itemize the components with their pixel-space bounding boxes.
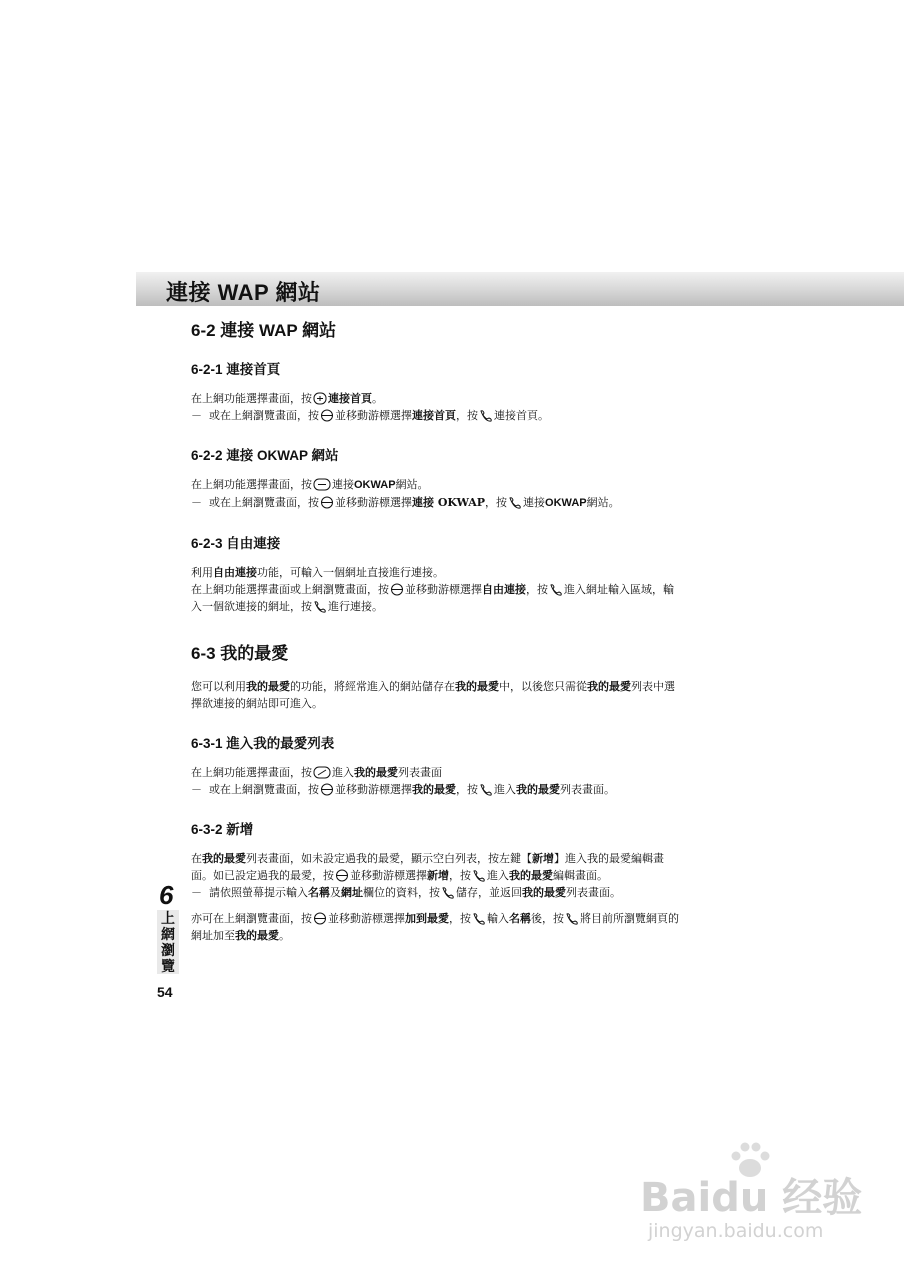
section-6-3-intro: [191, 678, 715, 712]
section-6-2-3-heading: 6-2-3 自由連接: [191, 536, 281, 551]
paragraph: 您可以利用我的最愛的功能，將經常進入的網站儲存在我的最愛中，以後您只需從我的最愛列表中選 擇欲連接的網站即可進入。: [191, 680, 675, 710]
chapter-number: 6: [159, 880, 174, 910]
section-6-3-1-heading: 6-3-1 進入我的最愛列表: [191, 736, 335, 751]
section-6-3-2-heading: 6-3-2 新增: [191, 822, 254, 837]
chapter-title: 連接 WAP 網站: [166, 280, 321, 305]
paragraph: 利用自由連接功能，可輸入一個網址直接進行連接。: [191, 566, 444, 579]
call-key-icon: [508, 496, 522, 509]
paragraph: 亦可在上網瀏覽畫面，按 並移動游標選擇加到最愛，按 輸入名稱後，按 將目前所瀏覽網頁的 網址加至我的最愛。: [191, 912, 679, 942]
watermark: [640, 1140, 870, 1250]
page-number: 54: [157, 984, 173, 1000]
call-key-icon: [479, 783, 493, 796]
section-6-2-3-body: [191, 564, 715, 615]
call-key-icon: [472, 912, 486, 925]
paragraph: 在上網功能選擇畫面，按 連接OKWAP網站。: [191, 478, 429, 491]
section-6-3-1-body: [191, 764, 715, 798]
browser-key-icon: [313, 392, 327, 405]
chapter-label: 上網瀏覽: [157, 910, 179, 974]
number-key-icon: [313, 766, 331, 779]
nav-key-icon: [313, 912, 327, 925]
section-6-2-2-body: [191, 476, 715, 512]
section-6-2-heading: 6-2 連接 WAP 網站: [191, 321, 337, 340]
call-key-icon: [565, 912, 579, 925]
paragraph: － 或在上網瀏覽畫面，按 並移動游標選擇連接 OKWAP，按 連接OKWAP網站。: [191, 496, 620, 509]
nav-key-icon: [320, 783, 334, 796]
chapter-side-tab: [157, 880, 183, 980]
section-6-2-2-heading: 6-2-2 連接 OKWAP 網站: [191, 448, 339, 463]
call-key-icon: [549, 583, 563, 596]
nav-key-icon: [335, 869, 349, 882]
paragraph: － 或在上網瀏覽畫面，按 並移動游標選擇我的最愛，按 進入我的最愛列表畫面。: [191, 783, 615, 796]
paragraph: 在上網功能選擇畫面或上網瀏覽畫面，按 並移動游標選擇自由連接，按 進入網址輸入區域，輸 入一個欲連接的網址，按 進行連接。: [191, 583, 674, 613]
call-key-icon: [313, 600, 327, 613]
nav-key-icon: [320, 409, 334, 422]
watermark-url: jingyan.baidu.com: [648, 1220, 824, 1242]
call-key-icon: [479, 409, 493, 422]
paragraph: 在上網功能選擇畫面，按 連接首頁。: [191, 392, 383, 405]
page-content: [191, 316, 715, 944]
paragraph: 在上網功能選擇畫面，按 進入我的最愛列表畫面: [191, 766, 442, 779]
call-key-icon: [472, 869, 486, 882]
watermark-logo: Baidu 经验: [640, 1175, 863, 1221]
number-key-icon: [313, 478, 331, 491]
paragraph: － 請依照螢幕提示輸入名稱及網址欄位的資料，按 儲存，並返回我的最愛列表畫面。: [191, 886, 621, 899]
nav-key-icon: [320, 496, 334, 509]
paragraph: 在我的最愛列表畫面，如未設定過我的最愛，顯示空白列表，按左鍵【新增】進入我的最愛編輯畫 面。如已設定過我的最愛，按 並移動游標選擇新增，按 進入我的最愛編輯畫面。: [191, 852, 664, 882]
section-6-2-1-heading: 6-2-1 連接首頁: [191, 362, 281, 377]
section-6-2-1-body: [191, 390, 715, 424]
section-6-3-2-body: [191, 850, 715, 944]
section-6-3-heading: 6-3 我的最愛: [191, 644, 289, 663]
call-key-icon: [441, 886, 455, 899]
nav-key-icon: [390, 583, 404, 596]
paragraph: － 或在上網瀏覽畫面，按 並移動游標選擇連接首頁，按 連接首頁。: [191, 409, 549, 422]
